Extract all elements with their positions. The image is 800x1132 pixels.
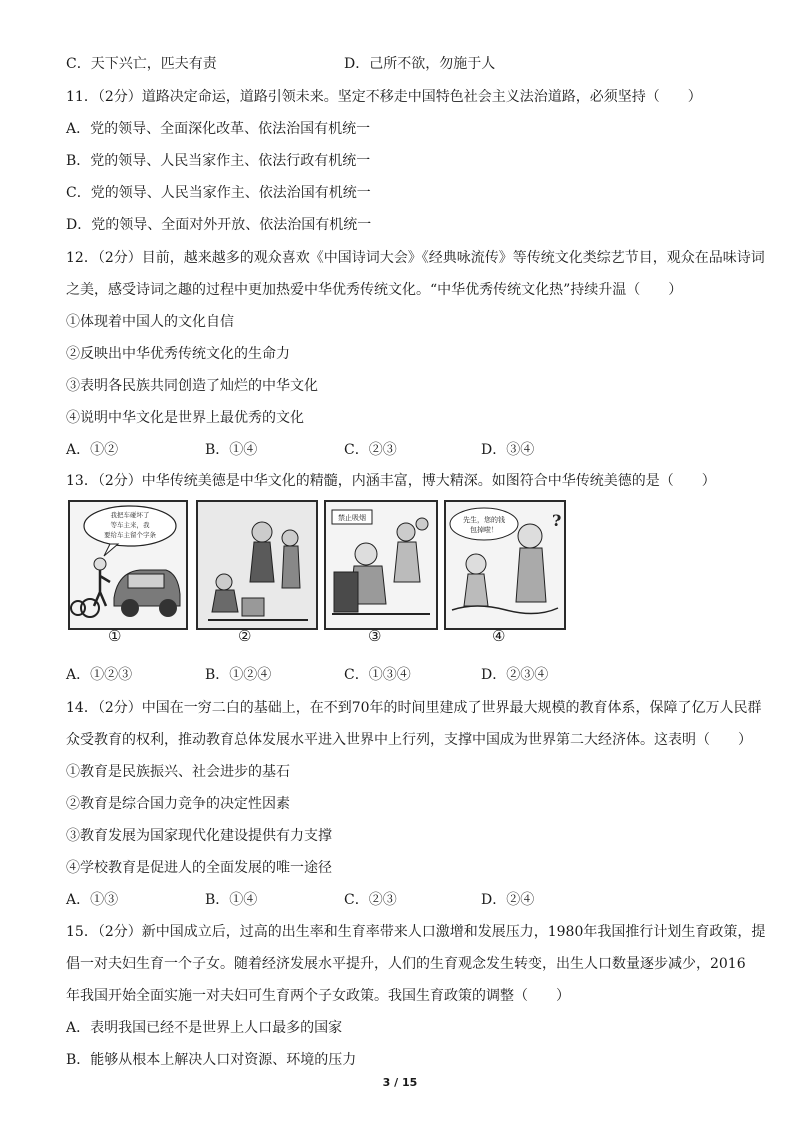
q12-choice-c: C．②③ bbox=[344, 442, 397, 458]
q12-item-4: ④说明中华文化是世界上最优秀的文化 bbox=[66, 410, 304, 426]
cartoon-panel-4 bbox=[444, 500, 566, 630]
q14-stem-line1: 14．（2分）中国在一穷二白的基础上，在不到70年的时间里建成了世界最大规模的教育体系，保障了亿万人民群 bbox=[66, 700, 762, 716]
q13-choice-d: D．②③④ bbox=[481, 667, 549, 683]
q15-option-b: B．能够从根本上解决人口对资源、环境的压力 bbox=[66, 1052, 357, 1068]
q14-choice-c: C．②③ bbox=[344, 892, 397, 908]
panel3-sign-text: 禁止吸烟 bbox=[338, 514, 366, 522]
q12-choice-b: B．①④ bbox=[205, 442, 258, 458]
q13-choice-a: A．①②③ bbox=[66, 667, 133, 683]
q11-option-a: A．党的领导、全面深化改革、依法治国有机统一 bbox=[66, 121, 371, 137]
q10-option-c: C．天下兴亡，匹夫有责 bbox=[66, 56, 217, 72]
q14-choice-b: B．①④ bbox=[205, 892, 258, 908]
q12-item-1: ①体现着中国人的文化自信 bbox=[66, 314, 234, 330]
q11-stem: 11．（2分）道路决定命运，道路引领未来。坚定不移走中国特色社会主义法治道路，必须坚持（ ） bbox=[66, 89, 702, 105]
q15-stem-line2: 倡一对夫妇生育一个子女。随着经济发展水平提升，人们的生育观念发生转变，出生人口数量逐步减少，2016 bbox=[66, 956, 746, 972]
q13-choice-c: C．①③④ bbox=[344, 667, 411, 683]
q13-choice-b: B．①②④ bbox=[205, 667, 272, 683]
q15-option-a: A．表明我国已经不是世界上人口最多的国家 bbox=[66, 1020, 343, 1036]
q11-option-b: B．党的领导、人民当家作主、依法行政有机统一 bbox=[66, 153, 371, 169]
svg-text:?: ? bbox=[552, 511, 562, 530]
cartoon-panel-3 bbox=[324, 500, 438, 630]
q14-item-2: ②教育是综合国力竞争的决定性因素 bbox=[66, 796, 290, 812]
q12-item-3: ③表明各民族共同创造了灿烂的中华文化 bbox=[66, 378, 318, 394]
q12-stem-line1: 12．（2分）目前，越来越多的观众喜欢《中国诗词大会》《经典咏流传》等传统文化类综艺节目，观众在品味诗词 bbox=[66, 250, 765, 266]
panel-label-3: ③ bbox=[368, 627, 382, 645]
q12-item-2: ②反映出中华优秀传统文化的生命力 bbox=[66, 346, 290, 362]
panel4-bubble-line1: 先生，您的钱 bbox=[463, 516, 505, 524]
panel-label-2: ② bbox=[238, 627, 252, 645]
q14-choice-a: A．①③ bbox=[66, 892, 119, 908]
q14-item-3: ③教育发展为国家现代化建设提供有力支撑 bbox=[66, 828, 332, 844]
q14-choice-d: D．②④ bbox=[481, 892, 535, 908]
q15-stem-line3: 年我国开始全面实施一对夫妇可生育两个子女政策。我国生育政策的调整（ ） bbox=[66, 988, 570, 1004]
q11-option-d: D．党的领导、全面对外开放、依法治国有机统一 bbox=[66, 217, 372, 233]
panel1-bubble-line1: 我把车碰坏了 bbox=[110, 511, 150, 519]
q12-choice-d: D．③④ bbox=[481, 442, 535, 458]
q10-option-d: D．己所不欲，勿施于人 bbox=[344, 56, 496, 72]
panel-label-4: ④ bbox=[492, 627, 506, 645]
panel1-bubble-line2: 等车主来，我 bbox=[110, 521, 150, 529]
q15-stem-line1: 15．（2分）新中国成立后，过高的出生率和生育率带来人口激增和发展压力，1980年我国推行计划生育政策，提 bbox=[66, 924, 766, 940]
panel4-bubble-line2: 包掉啦！ bbox=[470, 526, 498, 534]
q13-stem: 13．（2分）中华传统美德是中华文化的精髓，内涵丰富，博大精深。如图符合中华传统美德的是（ ） bbox=[66, 473, 716, 489]
q12-stem-line2: 之美，感受诗词之趣的过程中更加热爱中华优秀传统文化。“中华优秀传统文化热”持续升温（ ） bbox=[66, 282, 683, 298]
cartoon-panel-2 bbox=[196, 500, 318, 630]
q11-option-c: C．党的领导、人民当家作主、依法治国有机统一 bbox=[66, 185, 371, 201]
cartoon-panel-1 bbox=[68, 500, 188, 630]
q14-stem-line2: 众受教育的权利，推动教育总体发展水平进入世界中上行列，支撑中国成为世界第二大经济体。这表明（ ） bbox=[66, 732, 752, 748]
q12-choice-a: A．①② bbox=[66, 442, 119, 458]
panel-label-1: ① bbox=[108, 627, 122, 645]
q14-item-1: ①教育是民族振兴、社会进步的基石 bbox=[66, 764, 290, 780]
panel1-bubble-line3: 要给车主留个字条 bbox=[104, 531, 156, 539]
page-number: 3 / 15 bbox=[382, 1076, 418, 1089]
q14-item-4: ④学校教育是促进人的全面发展的唯一途径 bbox=[66, 860, 332, 876]
